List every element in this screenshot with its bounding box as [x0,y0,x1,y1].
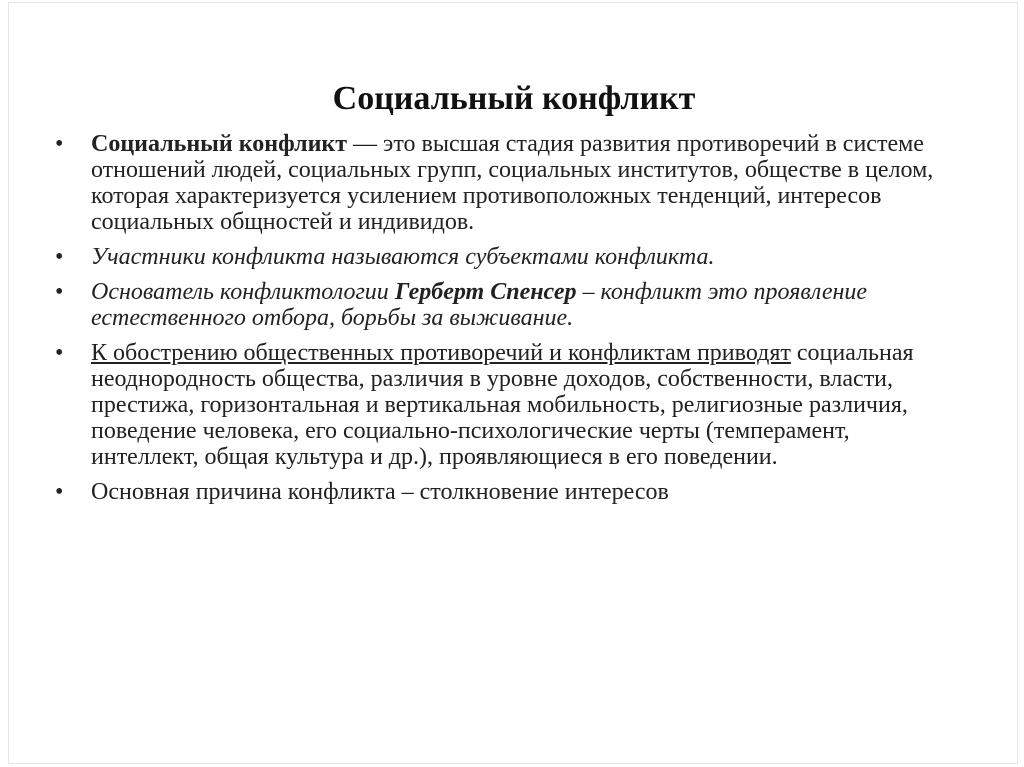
list-item [51,279,951,331]
definition-term: Социальный конфликт [91,131,348,157]
slide-title: Социальный конфликт [332,80,696,117]
bullet-icon: • [55,479,64,505]
causes-lead: К обострению общественных противоречий и конфликтам приводят [91,340,791,366]
list-item [51,340,951,470]
bullet-icon: • [55,279,64,305]
founder-name: Герберт Спенсер [394,279,577,305]
bullet-icon: • [55,131,64,157]
definition-text: — это высшая стадия развития противоречий в системе отношений людей, социальных групп, социальных институтов, обществе в целом, которая характеризуется усилением противоположных тенденций, интересов социальных общностей и индивидов. [91,131,934,235]
main-cause-text: Основная причина конфликта – столкновение интересов [91,479,669,505]
list-item [51,131,951,235]
bullet-list [51,131,951,514]
bullet-icon: • [55,244,64,270]
founder-text: – конфликт это проявление естественного отбора, борьбы за выживание. [91,279,868,331]
list-item [51,479,951,505]
participants-text: Участники конфликта называются субъектами конфликта. [91,244,715,270]
list-item [51,244,951,270]
bullet-icon: • [55,340,64,366]
founder-intro: Основатель конфликтологии [91,279,395,305]
causes-text: социальная неоднородность общества, различия в уровне доходов, собственности, власти, престижа, горизонтальная и вертикальная мобильность, религиозные различия, поведение человека, его социально-психологические черты (темперамент, интеллект, общая культура и др.), проявляющиеся в его поведении. [91,340,914,470]
slide [8,2,1018,764]
